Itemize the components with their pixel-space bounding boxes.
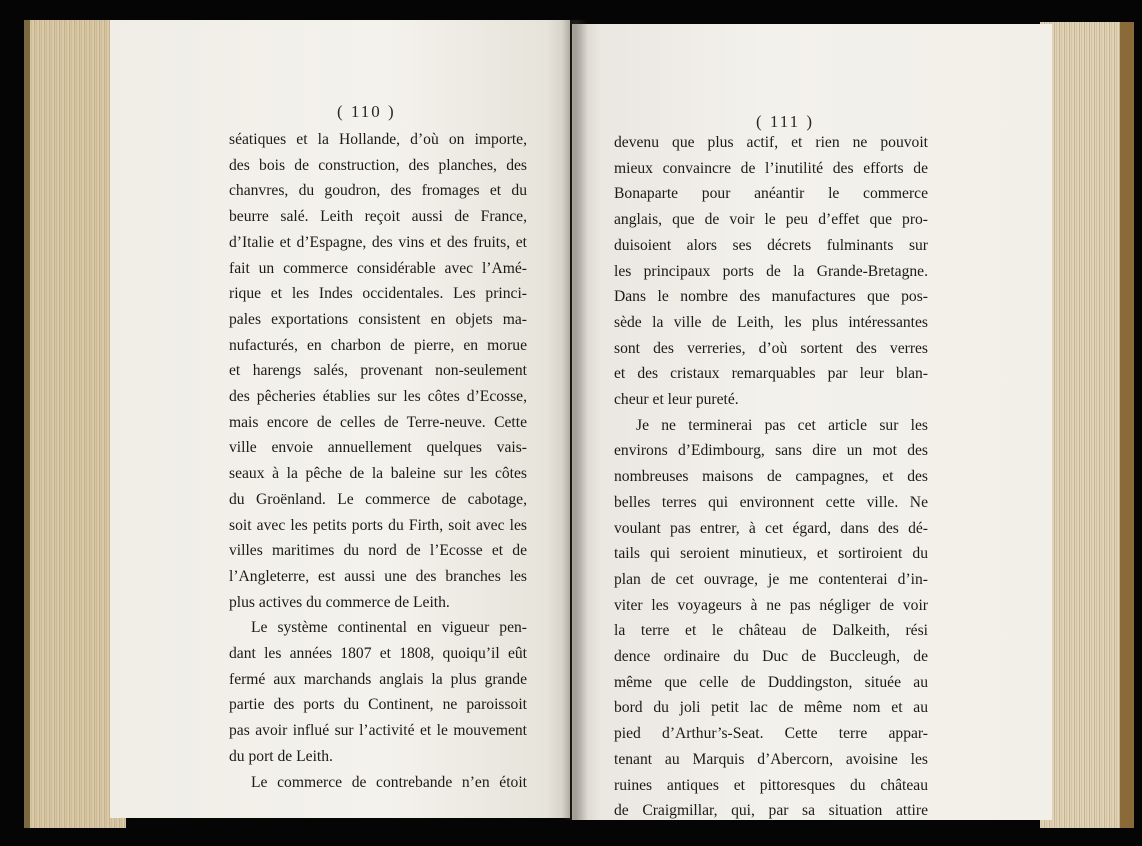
text-line: fait un commerce considérable avec l’Amé-: [229, 259, 527, 277]
text-line: viter les voyageurs à ne pas négliger de voir: [614, 596, 928, 614]
right-page: [572, 24, 1052, 820]
text-line: cheur et leur pureté.: [614, 391, 739, 409]
text-line: séatiques et la Hollande, d’où on importe,: [229, 131, 527, 148]
text-line: dant les années 1807 et 1808, quoiqu’il eût: [229, 645, 527, 663]
text-line: l’Angleterre, est aussi une des branches les: [229, 567, 527, 585]
text-line: belles terres qui environnent cette ville. Ne: [614, 493, 928, 511]
text-line: même que celle de Duddingston, située au: [614, 673, 928, 691]
text-line: Le système continental en vigueur pen-: [251, 619, 527, 637]
right-page-text: [614, 130, 928, 824]
text-line: environs d’Edimbourg, sans dire un mot des: [614, 442, 928, 460]
text-line: plus actives du commerce de Leith.: [229, 593, 450, 611]
text-line: bord du joli petit lac de même nom et au: [614, 699, 928, 717]
text-line: du port de Leith.: [229, 747, 333, 765]
text-line: de Craigmillar, qui, par sa situation attire: [614, 802, 928, 820]
text-line: sède la ville de Leith, les plus intéressantes: [614, 313, 928, 331]
text-line: chanvres, du goudron, des fromages et du: [229, 182, 527, 200]
text-line: plan de cet ouvrage, je me contenterai d’in-: [614, 570, 928, 588]
left-page-number: ( 110 ): [337, 102, 396, 121]
text-line: nombreuses maisons de campagnes, et des: [614, 468, 928, 486]
text-line: tenant au Marquis d’Abercorn, avoisine les: [614, 750, 928, 768]
text-line: soit avec les petits ports du Firth, soit avec les: [229, 516, 527, 534]
text-line: voulant pas entrer, à cet égard, dans des dé-: [614, 519, 928, 537]
text-line: d’Italie et d’Espagne, des vins et des fruits, et: [229, 233, 527, 251]
text-line: des pêcheries établies sur les côtes d’Ecosse,: [229, 388, 527, 406]
text-line: mais encore de celles de Terre-neuve. Cette: [229, 413, 527, 431]
text-line: rique et les Indes occidentales. Les princi-: [229, 285, 527, 303]
text-line: fermé aux marchands anglais la plus grande: [229, 670, 527, 688]
text-line: des bois de construction, des planches, des: [229, 156, 527, 174]
text-line: pas avoir influé sur l’activité et le mouvement: [229, 722, 527, 740]
text-line: anglais, que de voir le peu d’effet que pro-: [614, 211, 928, 229]
text-line: nufacturés, en charbon de pierre, en morue: [229, 336, 527, 354]
text-line: mieux convaincre de l’inutilité des efforts de: [614, 159, 928, 177]
text-line: Je ne terminerai pas cet article sur les: [636, 416, 928, 434]
text-line: du Groënland. Le commerce de cabotage,: [229, 490, 527, 508]
left-page-text: [229, 127, 527, 795]
right-page-number: ( 111 ): [756, 112, 815, 131]
text-line: seaux à la pêche de la baleine sur les côtes: [229, 465, 527, 483]
text-line: et harengs salés, provenant non-seulement: [229, 362, 527, 380]
text-line: pied d’Arthur’s-Seat. Cette terre appar-: [614, 725, 928, 743]
left-page: [110, 20, 570, 818]
text-line: les principaux ports de la Grande-Bretagne.: [614, 262, 928, 280]
text-line: duisoient alors ses décrets fulminants sur: [614, 236, 928, 254]
text-line: ruines antiques et pittoresques du château: [614, 776, 928, 794]
text-line: Le commerce de contrebande n’en étoit: [251, 773, 527, 791]
text-line: Dans le nombre des manufactures que pos-: [614, 288, 928, 306]
book-gutter: [562, 20, 588, 820]
text-line: partie des ports du Continent, ne paroissoit: [229, 696, 527, 714]
text-line: ville envoie annuellement quelques vais-: [229, 439, 527, 457]
text-line: devenu que plus actif, et rien ne pouvoit: [614, 134, 928, 151]
text-line: la terre et le château de Dalkeith, rési: [614, 622, 928, 640]
text-line: villes maritimes du nord de l’Ecosse et de: [229, 542, 527, 560]
text-line: Bonaparte pour anéantir le commerce: [614, 185, 928, 203]
text-line: pales exportations consistent en objets ma-: [229, 310, 527, 328]
right-page-edges: [1040, 22, 1134, 828]
text-line: dence ordinaire du Duc de Buccleugh, de: [614, 648, 928, 666]
text-line: beurre salé. Leith reçoit aussi de France,: [229, 208, 527, 226]
text-line: tails qui seroient minutieux, et sortiroient du: [614, 545, 928, 563]
text-line: et des cristaux remarquables par leur blan-: [614, 365, 928, 383]
text-line: sont des verreries, d’où sortent des verres: [614, 339, 928, 357]
